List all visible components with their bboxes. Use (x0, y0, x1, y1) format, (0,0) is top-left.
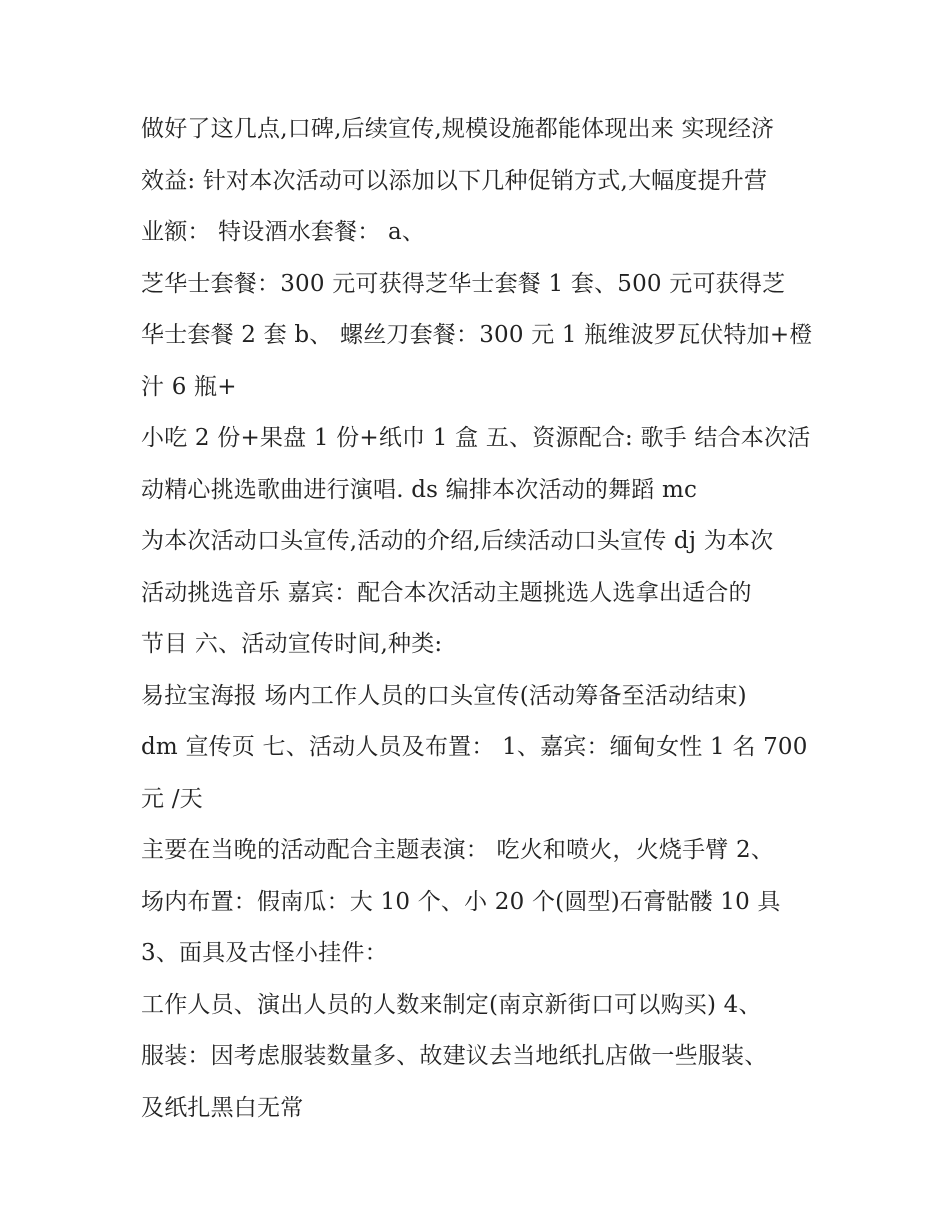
text-line: 汁 6 瓶+ (141, 373, 237, 400)
text-line: 元 /天 (141, 785, 203, 812)
text-line: 节目 六、活动宣传时间,种类: (141, 631, 443, 657)
text-line: 易拉宝海报 场内工作人员的口头宣传(活动筹备至活动结束) (141, 682, 747, 709)
text-line: 效益: 针对本次活动可以添加以下几种促销方式,大幅度提升营 (141, 167, 768, 194)
text-line: 为本次活动口头宣传,活动的介绍,后续活动口头宣传 dj 为本次 (141, 528, 774, 554)
text-line: 场内布置：假南瓜：大 10 个、小 20 个(圆型)石膏骷髅 10 具 (141, 888, 781, 915)
text-line: 芝华士套餐：300 元可获得芝华士套餐 1 套、500 元可获得芝 (141, 270, 786, 297)
text-line: 业额： 特设酒水套餐： a、 (141, 219, 426, 245)
text-line: 主要在当晚的活动配合主题表演： 吃火和喷火，火烧手臂 2、 (141, 837, 775, 863)
text-line: 3、面具及古怪小挂件： (141, 940, 388, 966)
text-line: dm 宣传页 七、活动人员及布置： 1、嘉宾：缅甸女性 1 名 700 (141, 734, 808, 760)
text-line: 活动挑选音乐 嘉宾：配合本次活动主题挑选人选拿出适合的 (141, 579, 752, 606)
text-line: 小吃 2 份+果盘 1 份+纸巾 1 盒 五、资源配合: 歌手 结合本次活 (141, 425, 811, 451)
text-line: 动精心挑选歌曲进行演唱. ds 编排本次活动的舞蹈 mc (141, 476, 698, 503)
text-line: 做好了这几点,口碑,后续宣传,规模设施都能体现出来 实现经济 (141, 116, 775, 142)
text-line: 服装：因考虑服装数量多、故建议去当地纸扎店做一些服装、 (141, 1043, 768, 1069)
text-line: 及纸扎黑白无常 (141, 1094, 304, 1121)
document-body (141, 104, 821, 1134)
text-line: 工作人员、演出人员的人数来制定(南京新街口可以购买) 4、 (141, 991, 762, 1018)
text-line: 华士套餐 2 套 b、 螺丝刀套餐：300 元 1 瓶维波罗瓦伏特加+橙 (141, 322, 813, 348)
